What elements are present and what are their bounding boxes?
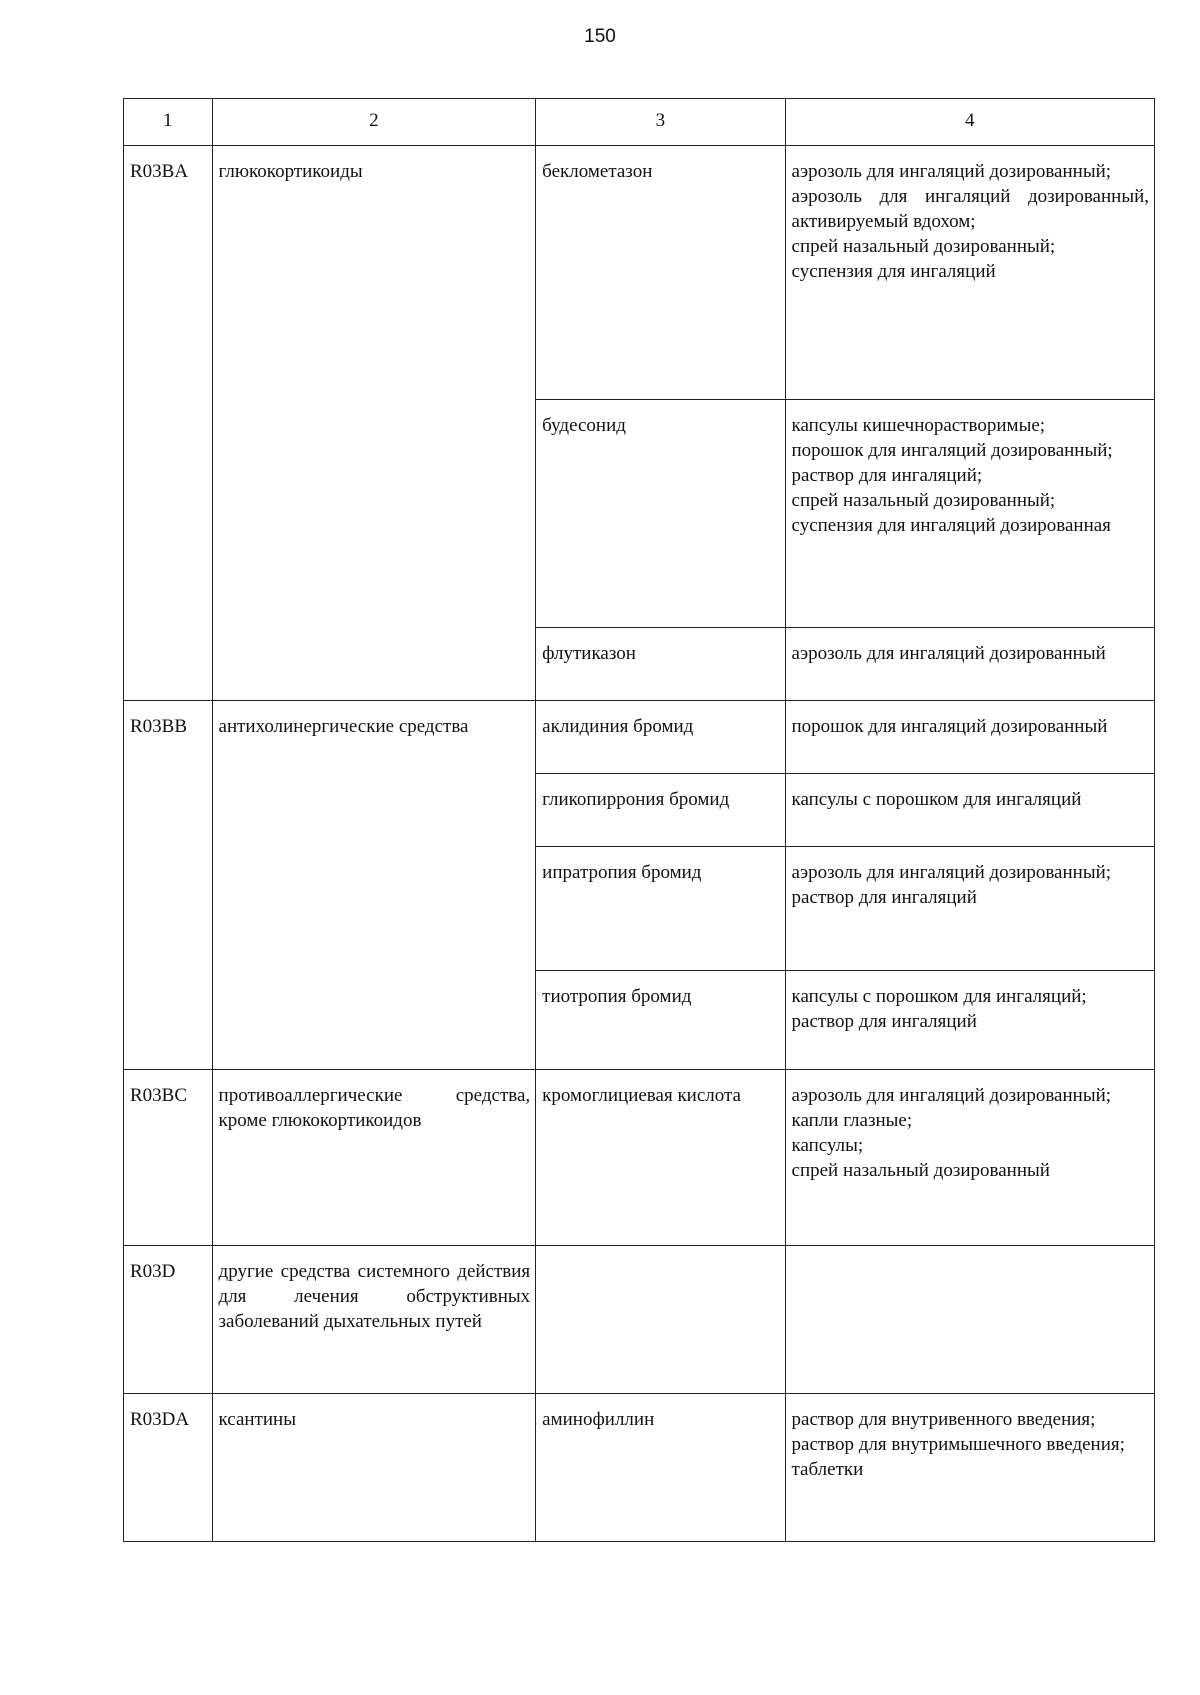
dosage-forms-cell: [785, 1070, 1154, 1246]
dosage-forms-cell: [785, 146, 1154, 400]
dosage-form: спрей назальный дозированный: [791, 1160, 1050, 1181]
dosage-form: аэрозоль для ингаляций дозированный;: [791, 1085, 1112, 1106]
dosage-form: аэрозоль для ингаляций дозированный;: [791, 862, 1112, 883]
dosage-form: раствор для ингаляций;: [791, 465, 983, 486]
atc-code-cell: R03D: [124, 1246, 213, 1394]
group-name-cell: противоаллергические средства, кроме глюкокортикоидов: [212, 1070, 536, 1246]
dosage-form: аэрозоль для ингаляций дозированный;: [791, 161, 1112, 182]
drug-name-cell: [536, 1246, 785, 1394]
dosage-form: раствор для ингаляций: [791, 887, 977, 908]
dosage-form: капсулы кишечнорастворимые;: [791, 415, 1046, 436]
group-name-cell: другие средства системного действия для лечения обструктивных заболеваний дыхательных путей: [212, 1246, 536, 1394]
header-cell-3: 3: [536, 99, 785, 146]
dosage-forms-cell: [785, 847, 1154, 971]
dosage-form: раствор для внутримышечного введения;: [791, 1434, 1125, 1455]
atc-code-cell: R03DA: [124, 1394, 213, 1542]
group-name-cell: ксантины: [212, 1394, 536, 1542]
dosage-forms-cell: [785, 628, 1154, 701]
group-name-cell: глюкокортикоиды: [212, 146, 536, 701]
dosage-form: суспензия для ингаляций: [791, 261, 996, 282]
dosage-forms-cell: [785, 400, 1154, 628]
page-number: 150: [584, 26, 616, 47]
drug-name-cell: аклидиния бромид: [536, 701, 785, 774]
dosage-form: спрей назальный дозированный;: [791, 490, 1056, 511]
dosage-forms-cell: [785, 971, 1154, 1070]
atc-code-cell: R03BC: [124, 1070, 213, 1246]
table-row: [124, 701, 1155, 774]
drug-table: [123, 98, 1155, 1542]
group-name-cell: антихолинергические средства: [212, 701, 536, 1070]
drug-name-cell: беклометазон: [536, 146, 785, 400]
dosage-forms-cell: [785, 701, 1154, 774]
dosage-form: аэрозоль для ингаляций дозированный: [791, 643, 1106, 664]
dosage-form: капли глазные;: [791, 1110, 913, 1131]
table-row: [124, 146, 1155, 400]
dosage-form: суспензия для ингаляций дозированная: [791, 515, 1111, 536]
drug-name-cell: будесонид: [536, 400, 785, 628]
header-cell-4: 4: [785, 99, 1154, 146]
atc-code-cell: R03BA: [124, 146, 213, 701]
drug-name-cell: тиотропия бромид: [536, 971, 785, 1070]
drug-name-cell: гликопиррония бромид: [536, 774, 785, 847]
dosage-form: спрей назальный дозированный;: [791, 236, 1056, 257]
dosage-form: порошок для ингаляций дозированный;: [791, 440, 1113, 461]
drug-name-cell: кромоглициевая кислота: [536, 1070, 785, 1246]
dosage-form: аэрозоль для ингаляций дозированный, активируемый вдохом;: [791, 186, 1149, 232]
drug-name-cell: аминофиллин: [536, 1394, 785, 1542]
dosage-form: таблетки: [791, 1459, 864, 1480]
dosage-form: раствор для ингаляций: [791, 1011, 977, 1032]
drug-name-cell: ипратропия бромид: [536, 847, 785, 971]
atc-code-cell: R03BB: [124, 701, 213, 1070]
drug-name-cell: флутиказон: [536, 628, 785, 701]
dosage-forms-cell: [785, 1246, 1154, 1394]
dosage-forms-cell: [785, 774, 1154, 847]
dosage-forms-cell: [785, 1394, 1154, 1542]
dosage-form: капсулы;: [791, 1135, 864, 1156]
dosage-form: раствор для внутривенного введения;: [791, 1409, 1096, 1430]
table-row: [124, 1070, 1155, 1246]
header-cell-2: 2: [212, 99, 536, 146]
dosage-form: порошок для ингаляций дозированный: [791, 716, 1108, 737]
dosage-form: капсулы с порошком для ингаляций;: [791, 986, 1087, 1007]
table-row: [124, 1246, 1155, 1394]
table-header-row: [124, 99, 1155, 146]
header-cell-1: 1: [124, 99, 213, 146]
dosage-form: капсулы с порошком для ингаляций: [791, 789, 1082, 810]
table-row: [124, 1394, 1155, 1542]
